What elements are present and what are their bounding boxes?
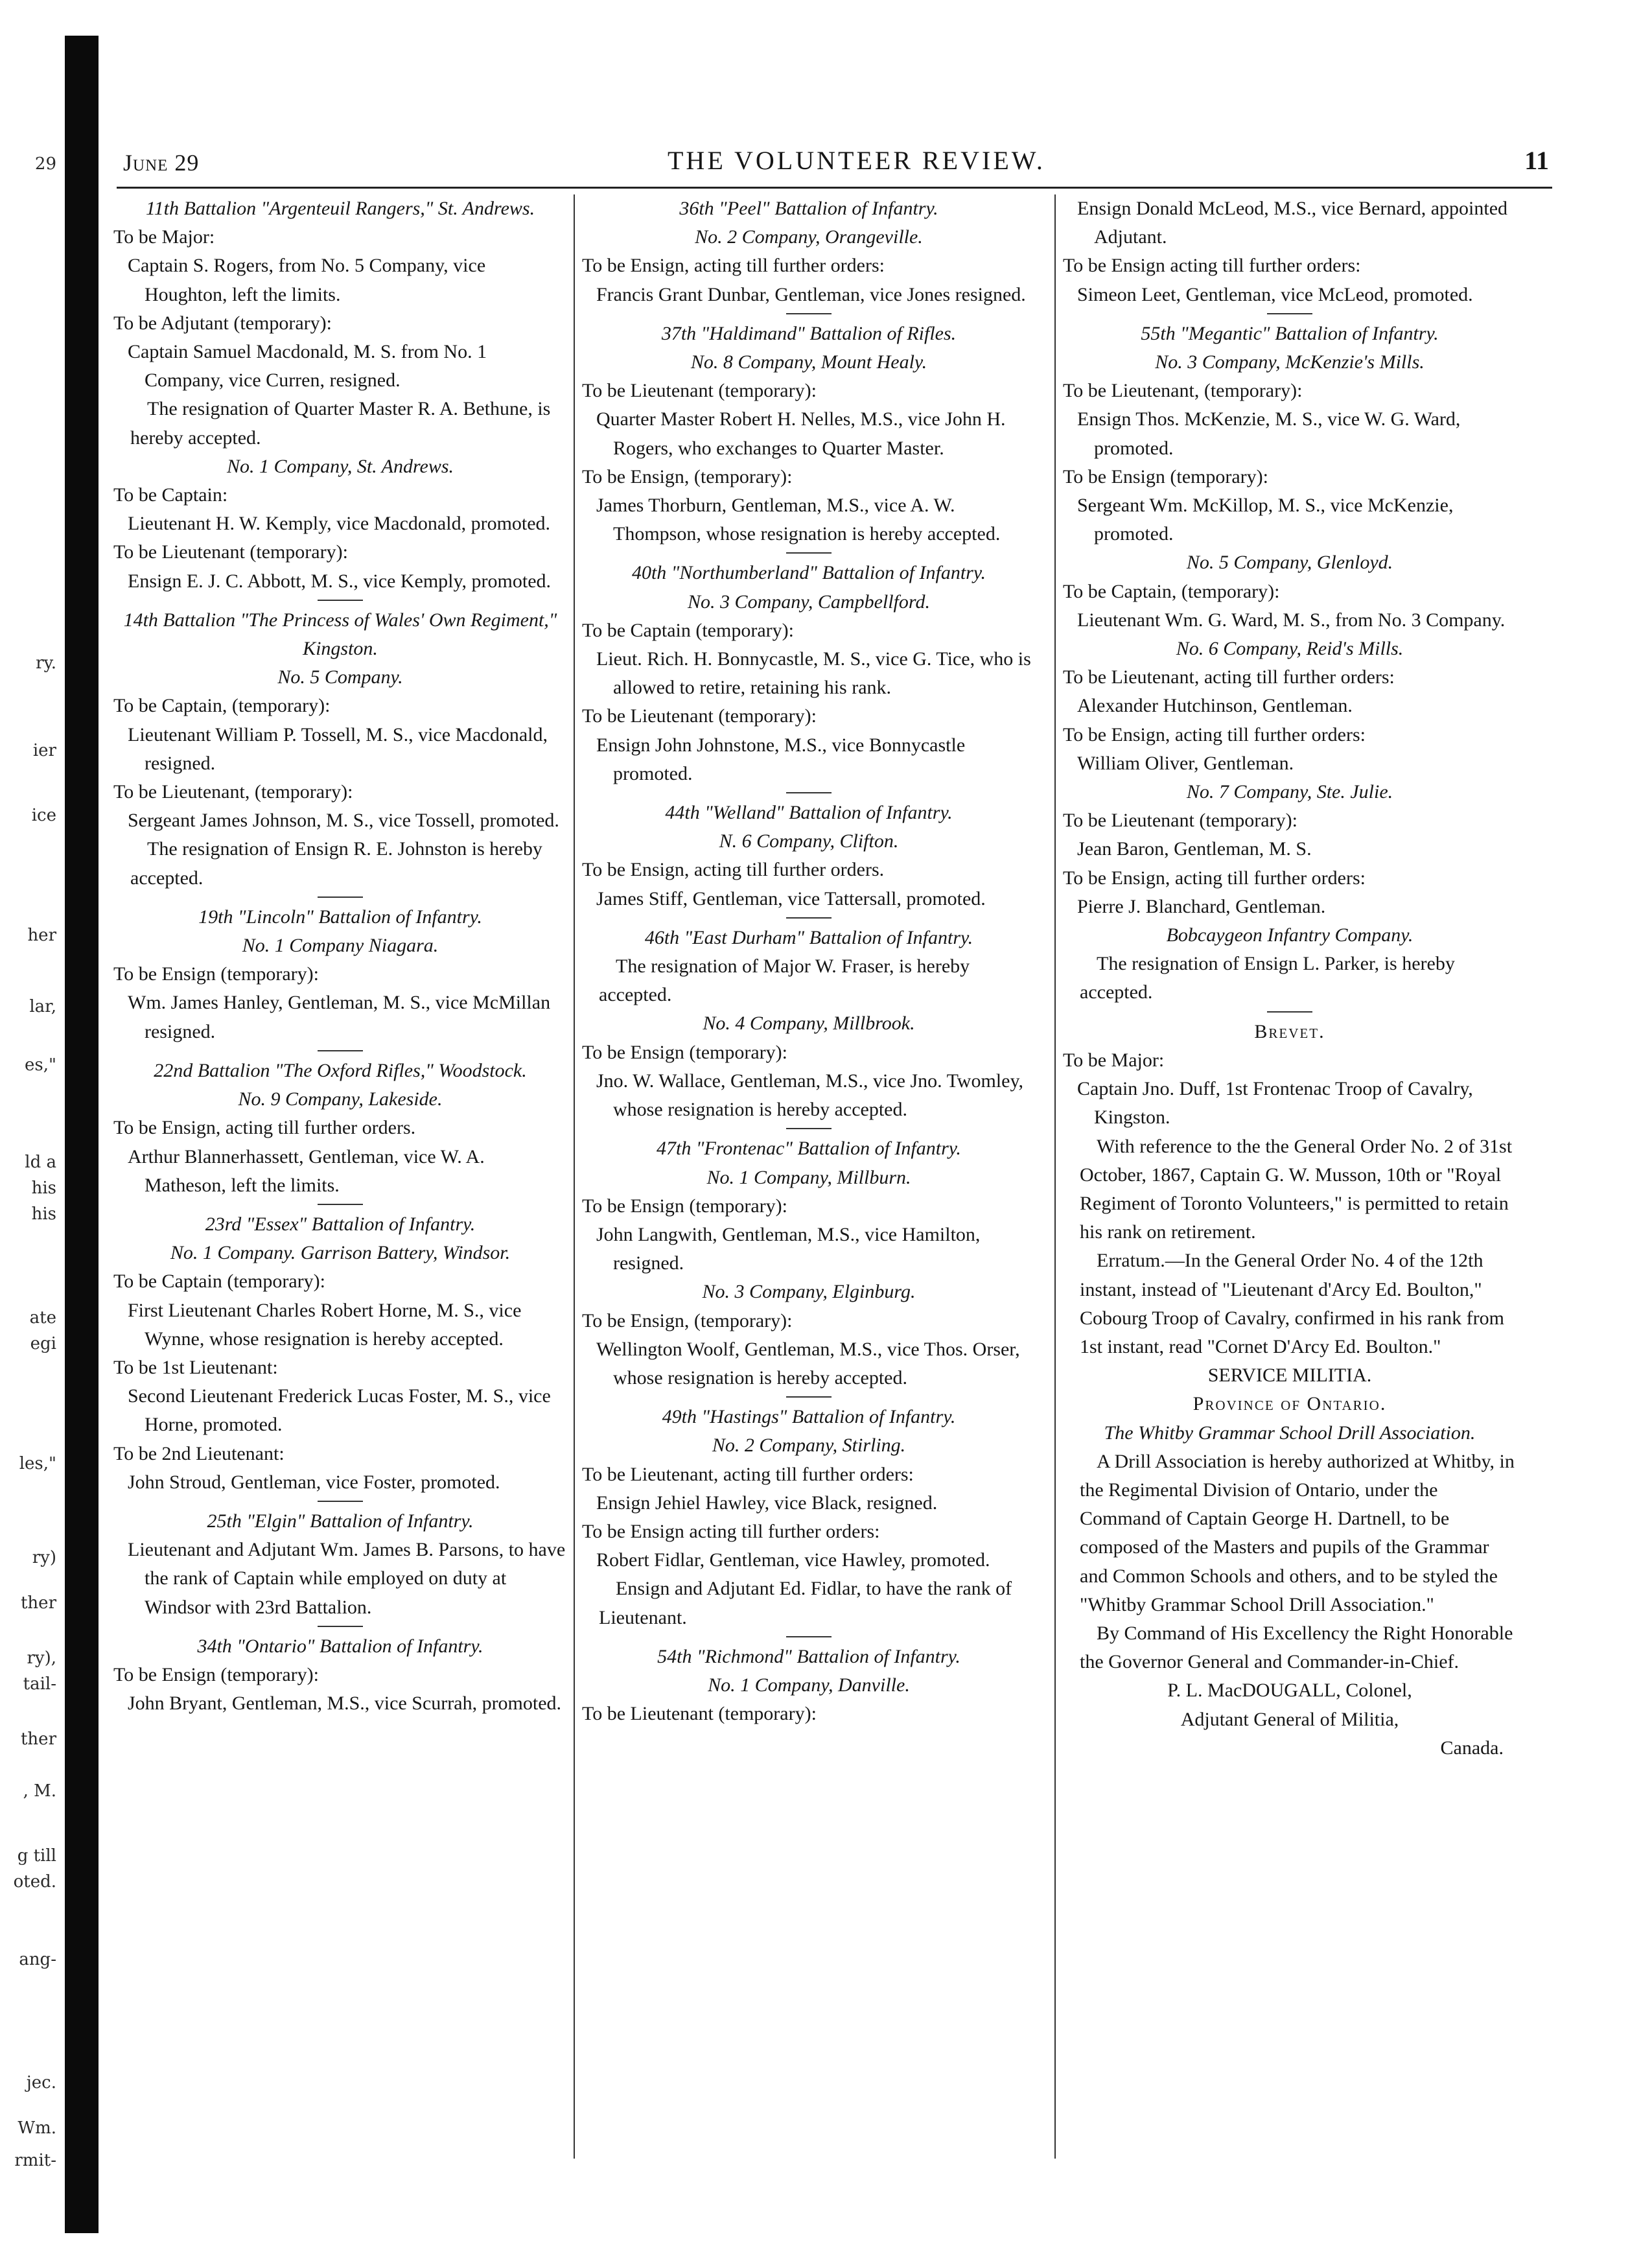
appointment-detail: Lieutenant William P. Tossell, M. S., vice Macdonald, resigned.: [128, 723, 548, 774]
subsection-heading: No. 1 Company. Garrison Battery, Windsor.: [170, 1242, 511, 1264]
appointment-detail: Robert Fidlar, Gentleman, vice Hawley, promoted.: [596, 1549, 990, 1571]
separator: [786, 1128, 832, 1129]
separator: [1267, 313, 1312, 314]
margin-fragment: ther: [20, 1593, 56, 1613]
subsection-heading: No. 1 Company, Millburn.: [706, 1166, 911, 1188]
margin-fragment: his: [31, 1178, 56, 1198]
section-heading: 11th Battalion "Argenteuil Rangers," St. Andrews.: [145, 198, 535, 219]
section-heading: 25th "Elgin" Battalion of Infantry.: [207, 1510, 474, 1532]
appointment-detail: Simeon Leet, Gentleman, vice McLeod, promoted.: [1077, 283, 1473, 305]
appointment-line: To be Lieutenant (temporary):: [582, 705, 817, 727]
appointment-line: To be Lieutenant, acting till further orders:: [582, 1463, 914, 1485]
appointment-line: To be Ensign (temporary):: [582, 1195, 787, 1217]
appointment-line: To be Ensign (temporary):: [113, 1663, 319, 1685]
header-rule: [117, 187, 1552, 189]
signature-line: Adjutant General of Militia,: [1180, 1708, 1399, 1730]
appointment-detail: James Thorburn, Gentleman, M.S., vice A. W. Thompson, whose resignation is hereby accepted.: [596, 495, 1001, 545]
subsection-heading: No. 3 Company, Campbellford.: [688, 591, 930, 613]
section-heading: 46th "East Durham" Battalion of Infantry.: [644, 926, 973, 948]
subsection-heading: No. 8 Company, Mount Healy.: [690, 351, 927, 373]
appointment-line: To be Adjutant (temporary):: [113, 312, 332, 334]
appointment-line: To be Captain:: [113, 484, 228, 506]
appointment-detail: Jean Baron, Gentleman, M. S.: [1077, 838, 1312, 860]
separator: [318, 1204, 363, 1205]
separator: [1267, 1011, 1312, 1013]
section-heading: 23rd "Essex" Battalion of Infantry.: [205, 1213, 476, 1235]
margin-fragment: , M.: [23, 1781, 56, 1801]
appointment-detail: Sergeant Wm. McKillop, M. S., vice McKenzie, promoted.: [1077, 495, 1454, 545]
page-header: [123, 143, 1549, 185]
margin-fragment: ang-: [19, 1950, 56, 1969]
appointment-detail: Lieutenant H. W. Kemply, vice Macdonald, promoted.: [128, 513, 551, 535]
appointment-line: To be Captain (temporary):: [582, 619, 794, 641]
appointment-detail: Quarter Master Robert H. Nelles, M.S., vice John H. Rogers, who exchanges to Quarter Master.: [596, 408, 1006, 459]
appointment-line: To be Captain (temporary):: [113, 1271, 325, 1293]
appointment-line: To be Captain, (temporary):: [1063, 580, 1280, 602]
subsection-heading: No. 1 Company, Danville.: [708, 1674, 910, 1696]
appointment-line: To be Ensign (temporary):: [582, 1041, 787, 1063]
section-heading: 34th "Ontario" Battalion of Infantry.: [197, 1635, 483, 1657]
appointment-line: To be Lieutenant (temporary):: [1063, 810, 1297, 832]
small-caps-heading: Brevet.: [1254, 1020, 1325, 1042]
margin-fragment: ry.: [36, 653, 56, 673]
appointment-detail: Captain S. Rogers, from No. 5 Company, vice Houghton, left the limits.: [128, 255, 486, 305]
appointment-detail: William Oliver, Gentleman.: [1077, 752, 1294, 774]
page-number: 11: [1524, 146, 1549, 175]
separator: [786, 917, 832, 919]
subsection-heading: No. 1 Company Niagara.: [242, 935, 439, 957]
separator: [318, 1626, 363, 1627]
section-heading: 54th "Richmond" Battalion of Infantry.: [657, 1645, 960, 1667]
margin-fragment: ld a: [25, 1153, 56, 1172]
separator: [318, 1501, 363, 1502]
separator: [786, 1396, 832, 1398]
column-1: [113, 194, 567, 1718]
margin-fragment: her: [27, 926, 56, 945]
appointment-line: To be Lieutenant, (temporary):: [1063, 380, 1303, 402]
appointment-line: To be 1st Lieutenant:: [113, 1356, 278, 1378]
signature-line: P. L. MacDOUGALL, Colonel,: [1167, 1680, 1412, 1702]
paragraph: Erratum.—In the General Order No. 4 of the 12th instant, instead of "Lieutenant d'Arcy Ed. Boulton," Cobourg Troop of Cavalry, confirmed in his rank from 1st instant, read "Cornet D'Arcy Ed. Boulton.": [1080, 1250, 1504, 1357]
appointment-line: To be Lieutenant, (temporary):: [113, 781, 353, 803]
separator: [786, 552, 832, 554]
subsection-heading: Bobcaygeon Infantry Company.: [1166, 924, 1414, 946]
subsection-heading: No. 6 Company, Reid's Mills.: [1176, 638, 1404, 660]
paragraph: The resignation of Quarter Master R. A. Bethune, is hereby accepted.: [130, 398, 551, 449]
paragraph: The resignation of Major W. Fraser, is hereby accepted.: [599, 955, 970, 1006]
section-heading: 36th "Peel" Battalion of Infantry.: [679, 198, 938, 219]
column-divider-1: [574, 194, 575, 2159]
column-2: [582, 194, 1036, 1728]
appointment-line: To be Ensign, (temporary):: [582, 465, 793, 487]
appointment-line: To be Captain, (temporary):: [113, 695, 331, 717]
margin-fragment: les,": [19, 1454, 56, 1473]
appointment-detail: John Bryant, Gentleman, M.S., vice Scurrah, promoted.: [128, 1693, 562, 1715]
appointment-detail: Wm. James Hanley, Gentleman, M. S., vice McMillan resigned.: [128, 992, 551, 1042]
appointment-detail: Arthur Blannerhassett, Gentleman, vice W. A. Matheson, left the limits.: [128, 1145, 485, 1196]
paragraph: With reference to the the General Order No. 2 of 31st October, 1867, Captain G. W. Musson, 10th or "Royal Regiment of Toronto Volunteers," is permitted to retain his rank on retirement.: [1080, 1135, 1513, 1243]
subsection-heading: No. 2 Company, Stirling.: [712, 1435, 906, 1457]
margin-fragment: Wm.: [17, 2118, 56, 2138]
margin-fragment: lar,: [29, 997, 56, 1016]
appointment-line: To be Ensign (temporary):: [113, 963, 319, 985]
paper-title: THE VOLUNTEER REVIEW.: [668, 146, 1045, 175]
section-heading: 44th "Welland" Battalion of Infantry.: [665, 802, 953, 824]
separator: [318, 600, 363, 601]
section-heading: 49th "Hastings" Battalion of Infantry.: [662, 1406, 956, 1428]
section-heading: 19th "Lincoln" Battalion of Infantry.: [198, 906, 482, 928]
appointment-line: To be Ensign, (temporary):: [582, 1309, 793, 1331]
appointment-detail: Captain Jno. Duff, 1st Frontenac Troop of Cavalry, Kingston.: [1077, 1078, 1473, 1129]
separator: [786, 792, 832, 793]
section-heading: 40th "Northumberland" Battalion of Infantry.: [631, 562, 986, 584]
separator: [786, 313, 832, 314]
appointment-detail: Alexander Hutchinson, Gentleman.: [1077, 695, 1353, 717]
margin-fragment: ier: [32, 741, 56, 760]
margin-fragment: g till: [17, 1846, 56, 1866]
appointment-detail: Ensign E. J. C. Abbott, M. S., vice Kemply, promoted.: [128, 570, 552, 592]
subsection-heading: No. 4 Company, Millbrook.: [703, 1013, 915, 1035]
section-heading: The Whitby Grammar School Drill Association.: [1104, 1422, 1476, 1444]
appointment-line: To be Lieutenant (temporary):: [582, 1703, 817, 1725]
paragraph: The resignation of Ensign L. Parker, is hereby accepted.: [1080, 953, 1455, 1003]
separator: [318, 1050, 363, 1051]
appointment-line: To be Lieutenant, acting till further orders:: [1063, 666, 1395, 688]
appointment-detail: Francis Grant Dunbar, Gentleman, vice Jones resigned.: [596, 283, 1026, 305]
section-heading: 55th "Megantic" Battalion of Infantry.: [1141, 322, 1439, 344]
section-heading: 14th Battalion "The Princess of Wales' Own Regiment," Kingston.: [123, 609, 557, 660]
appointment-line: To be Ensign, acting till further orders:: [1063, 867, 1366, 889]
separator: [318, 896, 363, 898]
appointment-line: To be Ensign, acting till further orders.: [582, 859, 885, 881]
subsection-heading: No. 9 Company, Lakeside.: [238, 1088, 443, 1110]
appointment-line: To be Ensign, acting till further orders:: [1063, 723, 1366, 745]
separator: [786, 1636, 832, 1637]
section-heading: 47th "Frontenac" Battalion of Infantry.: [657, 1138, 961, 1160]
appointment-line: To be Ensign acting till further orders:: [1063, 255, 1361, 277]
paragraph: The resignation of Ensign R. E. Johnston is hereby accepted.: [130, 838, 542, 889]
appointment-line: To be Ensign, acting till further orders:: [582, 255, 885, 277]
issue-date: June 29: [123, 150, 200, 176]
margin-fragment: tail-: [23, 1674, 56, 1694]
appointment-detail: James Stiff, Gentleman, vice Tattersall, promoted.: [596, 887, 986, 909]
appointment-line: To be Major:: [1063, 1049, 1165, 1071]
appointment-line: To be Ensign, acting till further orders.: [113, 1117, 416, 1139]
margin-fragment: rmit-: [14, 2151, 56, 2170]
column-3: [1063, 194, 1517, 1763]
appointment-detail: Lieutenant Wm. G. Ward, M. S., from No. 3 Company.: [1077, 609, 1506, 631]
appointment-detail: Captain Samuel Macdonald, M. S. from No. 1 Company, vice Curren, resigned.: [128, 341, 487, 392]
appointment-line: To be Major:: [113, 226, 215, 248]
subsection-heading: No. 5 Company.: [277, 666, 403, 688]
section-heading: 22nd Battalion "The Oxford Rifles," Woodstock.: [154, 1059, 527, 1081]
margin-fragment: ry),: [27, 1648, 56, 1668]
margin-fragment: ice: [31, 806, 56, 825]
appointment-line: To be Ensign (temporary):: [1063, 465, 1268, 487]
signature-line: Canada.: [1440, 1737, 1504, 1759]
margin-fragment: egi: [30, 1334, 56, 1354]
appointment-detail: Wellington Woolf, Gentleman, M.S., vice Thos. Orser, whose resignation is hereby accepted.: [596, 1338, 1020, 1389]
paragraph: A Drill Association is hereby authorized at Whitby, in the Regimental Division of Ontario, under the Command of Captain George H. Dartnell, to be composed of the Masters and pupils of the Grammar and Common Schools and others, and to be styled the "Whitby Grammar School Drill Association.": [1080, 1450, 1515, 1615]
appointment-detail: Sergeant James Johnson, M. S., vice Tossell, promoted.: [128, 810, 559, 832]
appointment-detail: John Stroud, Gentleman, vice Foster, promoted.: [128, 1471, 500, 1493]
margin-fragment: oted.: [13, 1872, 56, 1892]
appointment-detail: Lieutenant and Adjutant Wm. James B. Parsons, to have the rank of Captain while employed on duty at Windsor with 23rd Battalion.: [128, 1539, 566, 1618]
left-margin-fragments: [0, 0, 62, 2250]
margin-fragment: jec.: [26, 2073, 56, 2092]
subsection-heading: No. 2 Company, Orangeville.: [695, 226, 923, 248]
appointment-detail: Ensign Donald McLeod, M.S., vice Bernard, appointed Adjutant.: [1077, 198, 1508, 248]
margin-fragment: 29: [34, 154, 56, 174]
subsection-heading: No. 3 Company, McKenzie's Mills.: [1155, 351, 1425, 373]
appointment-line: To be Ensign acting till further orders:: [582, 1520, 880, 1542]
small-caps-heading: Province of Ontario.: [1192, 1393, 1387, 1415]
appointment-detail: John Langwith, Gentleman, M.S., vice Hamilton, resigned.: [596, 1223, 981, 1274]
subsection-heading: No. 1 Company, St. Andrews.: [226, 455, 454, 477]
paragraph: By Command of His Excellency the Right Honorable the Governor General and Commander-in-Chief.: [1080, 1622, 1513, 1673]
appointment-detail: Ensign John Johnstone, M.S., vice Bonnycastle promoted.: [596, 734, 966, 784]
subsection-heading: N. 6 Company, Clifton.: [719, 830, 899, 852]
appointment-detail: First Lieutenant Charles Robert Horne, M. S., vice Wynne, whose resignation is hereby accepted.: [128, 1299, 522, 1350]
appointment-detail: Jno. W. Wallace, Gentleman, M.S., vice Jno. Twomley, whose resignation is hereby accepted.: [596, 1070, 1024, 1121]
margin-fragment: es,": [25, 1055, 56, 1075]
margin-fragment: his: [31, 1204, 56, 1224]
paragraph: Ensign and Adjutant Ed. Fidlar, to have the rank of Lieutenant.: [599, 1578, 1012, 1628]
binding-shadow: [65, 36, 99, 2233]
appointment-line: To be 2nd Lieutenant:: [113, 1442, 285, 1464]
appointment-detail: Lieut. Rich. H. Bonnycastle, M. S., vice G. Tice, who is allowed to retire, retaining his rank.: [596, 648, 1031, 699]
appointment-detail: Second Lieutenant Frederick Lucas Foster, M. S., vice Horne, promoted.: [128, 1385, 551, 1436]
margin-fragment: ther: [20, 1729, 56, 1749]
section-title: SERVICE MILITIA.: [1207, 1365, 1372, 1387]
appointment-line: To be Lieutenant (temporary):: [582, 380, 817, 402]
appointment-detail: Ensign Thos. McKenzie, M. S., vice W. G. Ward, promoted.: [1077, 408, 1461, 459]
appointment-detail: Ensign Jehiel Hawley, vice Black, resigned.: [596, 1492, 938, 1514]
subsection-heading: No. 3 Company, Elginburg.: [702, 1281, 916, 1303]
margin-fragment: ate: [29, 1308, 56, 1328]
appointment-line: To be Lieutenant (temporary):: [113, 541, 348, 563]
section-heading: 37th "Haldimand" Battalion of Rifles.: [661, 322, 957, 344]
column-divider-2: [1054, 194, 1056, 2159]
subsection-heading: No. 5 Company, Glenloyd.: [1186, 552, 1393, 574]
appointment-detail: Pierre J. Blanchard, Gentleman.: [1077, 895, 1326, 917]
margin-fragment: ry): [32, 1548, 56, 1567]
subsection-heading: No. 7 Company, Ste. Julie.: [1186, 781, 1393, 803]
